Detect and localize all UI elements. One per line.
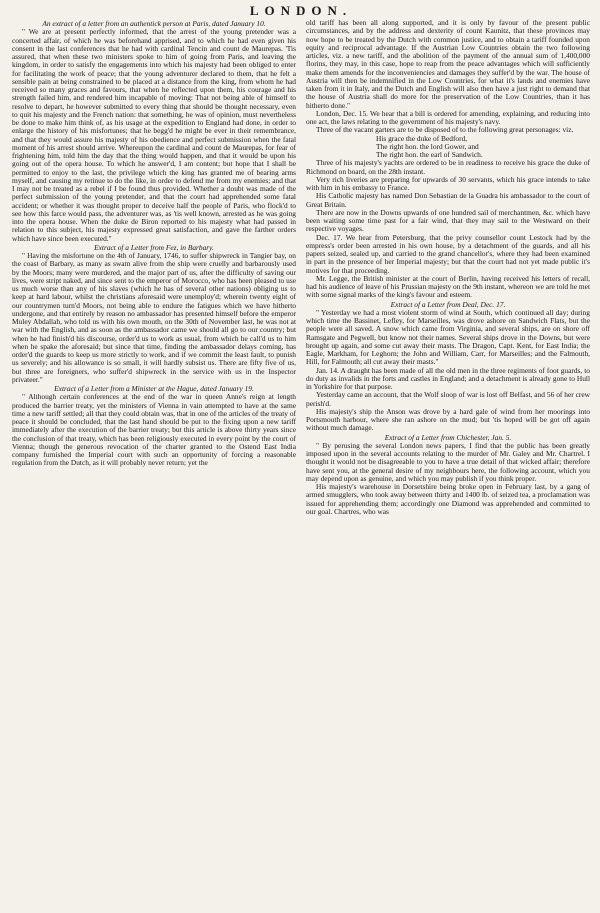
article-paragraph: His majesty's ship the Anson was drove by a hard gale of wind from her moorings into Portsmouth harbour, where she ran ashore on the mud; but 'tis hoped will be got off again without much damage.	[306, 406, 590, 433]
article-paragraph: " By perusing the several London news papers, I find that the public has been greatly imposed upon in the several accounts relating to the murder of Mr. Galey and Mr. Chartrel. I thought it would not be disagreeable to you to have a true detail of that wicked affair; therefore have sent you, at the general desire of my neighbours here, the following account, which you may depend upon as genuine, and which you may publish if you think proper.	[306, 440, 590, 483]
article-paragraph: " We are at present perfectly informed, that the arrest of the young pretender was a concerted affair, of which he was beforehand apprised, and to which he had even given his consent in the last conferences that he had with cardinal Tencin and count de Maurepas. 'Tis assured, that when these two ministers spoke to him of going from Paris, and leaving the kingdom, in order to satisfy the engagements into which his majesty had been obliged to enter for facilitating the work of peace; that the young adventurer declared to them, that he felt a sensible pain at being constrained to be placed at a distance from the king, from whom he had received so many graces and favours, that when he reflected upon them, his courage and his strength failed him, and rendered him incapable of moving: That not being able of himself to resolve to depart, he however submitted to every thing that should be thought necessary, even to quit his majesty and the French nation: that something, he was of opinion, must nevertheless be done to make him think of, as his usage at the expedition to England had done, in order to enlarge the history of his misfortunes; that he begg'd he might be ever in their remembrance, and that they would assure his majesty of his obedience and perfect submission when the fatal moment of his arrest should arrive. Whereupon the cardinal and count de Maurepas, for fear of frightening him, told him the day that the thing would happen, and that it would be upon his going out of the opera house. To which he answer'd, I am content; but hope that I shall be permitted to enjoy to the last, the privilege which the king has granted me of bearing arms myself, and causing my retinue to do the like, in order to defend me from my enemies; and that I may not be treated as a rebel if I be found thus provided. Whether a doubt was made of the perfect submission of the young pretender, and that the court had apprehended some fatal accident; or whether it was thought proper to deceive half the people of Paris, who flock'd to see how this farce would pass, the adventurer was, as 'tis well known, arrested as he was going into the opera house. When the duke de Biron reported to his majesty what had passed in relation to this subject, his majesty expressed great satisfaction, and gave the farther orders which have since been executed."	[12, 27, 296, 243]
masthead: LONDON.	[249, 4, 353, 18]
article-paragraph: " Having the misfortune on the 4th of January, 1746, to suffer shipwreck in Tangier bay, on the coast of Barbary, as many as swam alive from the ship were cruelly and barbarously used by the Moors; many were murdered, and the major part of us, after the difficulty of saving our lives, were stript naked, and since sent to the emperor of Morocco, who has been pleased to use us much worse than any of his slaves (which he has of several other nations) obliging us to keep at hard labour, whilst the christians aforesaid were unemploy'd; wherein twenty eight of our countrymen turn'd Moors, not being able to endure the fatigues which we have hitherto undergone, and that entirely by reason no ambassador has presented himself before the emperor Muley Abdallah, who told us with his own mouth, on the 30th of November last, he was not at war with the English, and as soon as the ambassador came we should all go to our country; but when he had finish'd his discourse, order'd us to work as usual, from which he call'd us to him when he spake the aforesaid; but since that time, finding the ambassador delays coming, has order'd the guards to keep us more strictly to work, and if we commit the least fault, to punish us severely; and his allowance is so small, it will hardly subsist us. There are fifty five of us, but three are foreigners, who suffer'd shipwreck in the service with us in the Inspector privateer."	[12, 251, 296, 384]
article-paragraph: There are now in the Downs upwards of one hundred sail of merchantmen, &c. which have been waiting some time past for a fair wind, that they may sail to the Westward on their respective voyages.	[306, 207, 590, 234]
columns	[12, 19, 590, 911]
left-column	[12, 19, 296, 911]
name-line: The right hon. the earl of Sandwich.	[376, 150, 483, 159]
article-paragraph: Mr. Legge, the British minister at the court of Berlin, having received his letters of recall, had his audience of leave of his Prussian majesty on the 9th instant, whereon we are told he met with some signal marks of the king's favour and esteem.	[306, 273, 590, 300]
article-paragraph: Very rich liveries are preparing for upwards of 30 servants, which his grace intends to take with him in his embassy to France.	[306, 174, 590, 192]
right-column	[306, 19, 590, 911]
article-paragraph: London, Dec. 15. We hear that a bill is ordered for amending, explaining, and reducing into one act, the laws relating to the government of his majesty's navy.	[306, 108, 590, 126]
article-heading: Extract of a Letter from Fez, in Barbary.	[94, 242, 214, 252]
article-heading: Extract of a Letter from Deal, Dec. 17.	[390, 299, 506, 309]
article-heading: An extract of a letter from an authentick person at Paris, dated January 10.	[42, 19, 266, 28]
article-heading: Extract of a Letter from Chichester, Jan. 5.	[384, 432, 512, 442]
article-paragraph: Yesterday came an account, that the Wolf sloop of war is lost off Belfast, and 56 of her crew perish'd.	[306, 390, 590, 408]
name-list	[306, 135, 590, 160]
name-line: His grace the duke of Bedford,	[376, 133, 468, 143]
article-paragraph: Three of his majesty's yachts are ordered to be in readiness to receive his grace the duke of Richmond on board, on the 28th instant.	[306, 158, 590, 176]
article-paragraph: Jan. 14. A draught has been made of all the old men in the three regiments of foot guards, to do duty as invalids in the forts and castles in England; and a detachment is already gone to Hull in Yorkshire for that purpose.	[306, 365, 590, 391]
article-paragraph: Dec. 17. We hear from Petersburg, that the privy counsellor count Lestock had by the empress's order been arrested in his own house, by a detachment of the guards, and all his papers seized, sealed up, and carried to the grand chancellor's, where they had been examined in part in the presence of her Imperial majesty; but that the court had not yet made public it's motives for that proceeding.	[306, 232, 590, 275]
name-line: The right hon. the lord Gower, and	[376, 141, 479, 151]
article-heading: Extract of a Letter from a Minister at the Hague, dated January 19.	[54, 384, 254, 393]
article-paragraph: " Although certain conferences at the end of the war in queen Anne's reign at length produced the barrier treaty, yet the ministers of Vienna in vain attempted to have at the same time a new tariff settled; all that they could obtain was, that in one of the articles of the treaty of peace it should be concluded, that the last hand should be put to the fixing upon a new tariff immediately after the execution of the barrier treaty; but this article is above thirty years since the conclusion of that treaty, which has been religiously executed in every point by the court of Vienna; though the generous revocation of the charter granted to the Ostend East India company furnished the Imperial court with such an opportunity of forcing a reasonable regulation from the Dutch, as it will probably never return; yet the	[12, 392, 296, 468]
article-paragraph: His majesty's warehouse in Dorsetshire being broke open in February last, by a gang of armed smugglers, who took away between thirty and 1400 lb. of seized tea, a proclamation was issued for apprehending them; accordingly one Diamond was apprehended and committed to our goal. Chartres, who was	[306, 482, 590, 516]
article-paragraph: old tariff has been all along supported, and it is only by favour of the present public circumstances, and by the address and dexterity of count Kaunitz, that these provinces may now hope to be treated by the Dutch with common justice, and to obtain a tariff founded upon equity and reciprocal advantage. If the Austrian Low Countries obtain the two following articles, viz. a new tariff, and the abolition of the payment of the annual sum of 1,400,000 florins, they may, in this case, hope to reap from the peace advantages which will sufficiently make them amends for the inconveniencies and damages they suffer'd by the war. The house of Austria will then be indemnified in the Low Countries, for what it's lands and enemies have taken from it in Italy, and the Dutch and English will also then have a just right to demand that the house of Austria shall do more for the preservation of the Low Countries, than it has hitherto done."	[306, 19, 590, 110]
article-paragraph: His Catholic majesty has named Don Sebastian de la Guadra his ambassador to the court of Great Britain.	[306, 191, 590, 209]
article-paragraph: " Yesterday we had a most violent storm of wind at South, which continued all day; during which time the Bassinet, Lefley, for Marseilles, was drove ashore on Sandwich Flats, but the people were all saved. A snow which came from Virginia, and several ships, are on shore off Ramsgate and Pegwell, but know not their names. Several ships drove in the Downs, but were brought up again, and some cut away their masts. The Dragon, Capt. Kent, for East India; the Eagle, Markham, for Leghorn; the John and William, Carr, for Marseilles; and the Falmouth, Hill, for Falmouth; all cut away their masts."	[306, 307, 590, 367]
article-paragraph: Three of the vacant garters are to be disposed of to the following great personages: viz.	[316, 125, 574, 135]
